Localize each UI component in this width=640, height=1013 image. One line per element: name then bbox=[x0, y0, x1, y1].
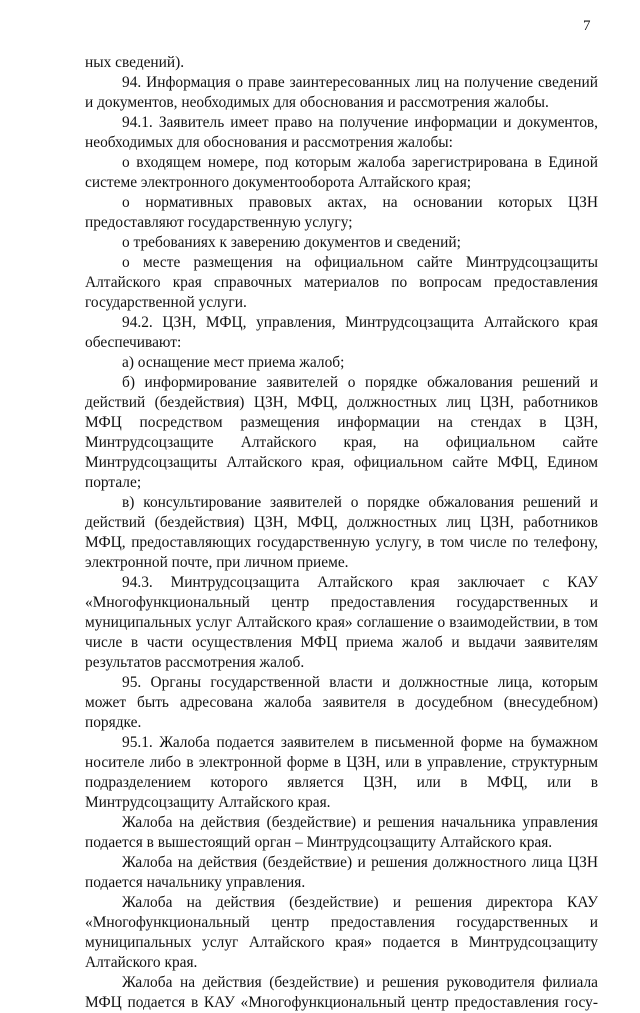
paragraph-complaint-head-of-department: Жалоба на действия (бездействие) и решения начальника управления подается в вышестоящий орган – Минтрудсоцзащиту Алтайского края. bbox=[85, 814, 598, 851]
paragraph-94-1: 94.1. Заявитель имеет право на получение информации и документов, необходимых для обоснования и рассмотрения жалобы: bbox=[85, 114, 598, 151]
list-item-a: а) оснащение мест приема жалоб; bbox=[122, 354, 345, 371]
paragraph-95: 95. Органы государственной власти и должностные лица, которым может быть адресована жалоба заявителя в досудебном (внесудебном) порядке. bbox=[85, 674, 598, 731]
paragraph-complaint-mfc-branch-head: Жалоба на действия (бездействие) и решения руководителя филиала МФЦ подается в КАУ «Многофункциональный центр предоставления госу- bbox=[85, 974, 598, 1011]
paragraph-complaint-kau-director: Жалоба на действия (бездействие) и решения директора КАУ «Многофункциональный центр предоставления государственных и муниципальных услуг Алтайского края» подается в Минтрудсоцзащиту Алтайского края. bbox=[85, 894, 598, 971]
paragraph-95-1: 95.1. Жалоба подается заявителем в письменной форме на бумажном носителе либо в электронной форме в ЦЗН, или в управление, структурным подразделением которого является ЦЗН, или в МФЦ, или в Минтрудсоцзащиту Алтайского края. bbox=[85, 734, 598, 811]
page-number: 7 bbox=[583, 18, 591, 34]
paragraph-continuation: ных сведений). bbox=[85, 54, 185, 71]
document-body bbox=[85, 53, 598, 1013]
list-item-incoming-number: о входящем номере, под которым жалоба зарегистрирована в Единой системе электронного документооборота Алтайского края; bbox=[85, 154, 598, 191]
list-item-certification-requirements: о требованиях к заверению документов и сведений; bbox=[122, 234, 461, 251]
paragraph-94-2: 94.2. ЦЗН, МФЦ, управления, Минтрудсоцзащита Алтайского края обеспечивают: bbox=[85, 314, 598, 351]
list-item-b: б) информирование заявителей о порядке обжалования решений и действий (бездействия) ЦЗН, МФЦ, должностных лиц ЦЗН, работников МФЦ посредством размещения информации на стендах в ЦЗН, Минтрудсоцзащите Алтайского края, на официальном сайте Минтрудсоцзащиты Алтайского края, официальном сайте МФЦ, Едином портале; bbox=[85, 374, 598, 491]
list-item-normative-acts: о нормативных правовых актах, на основании которых ЦЗН предоставляют государственную услугу; bbox=[85, 194, 598, 231]
list-item-reference-materials: о месте размещения на официальном сайте Минтрудсоцзащиты Алтайского края справочных материалов по вопросам предоставления государственной услуги. bbox=[85, 254, 598, 311]
paragraph-94: 94. Информация о праве заинтересованных лиц на получение сведений и документов, необходимых для обоснования и рассмотрения жалобы. bbox=[85, 74, 598, 111]
list-item-v: в) консультирование заявителей о порядке обжалования решений и действий (бездействия) ЦЗН, МФЦ, должностных лиц ЦЗН, работников МФЦ, предоставляющих государственную услугу, в том числе по телефону, электронной почте, при личном приеме. bbox=[85, 494, 598, 571]
paragraph-complaint-czn-official: Жалоба на действия (бездействие) и решения должностного лица ЦЗН подается начальнику управления. bbox=[85, 854, 598, 891]
paragraph-94-3: 94.3. Минтрудсоцзащита Алтайского края заключает с КАУ «Многофункциональный центр предоставления государственных и муниципальных услуг Алтайского края» соглашение о взаимодействии, в том числе в части осуществления МФЦ приема жалоб и выдачи заявителям результатов рассмотрения жалоб. bbox=[85, 574, 598, 671]
